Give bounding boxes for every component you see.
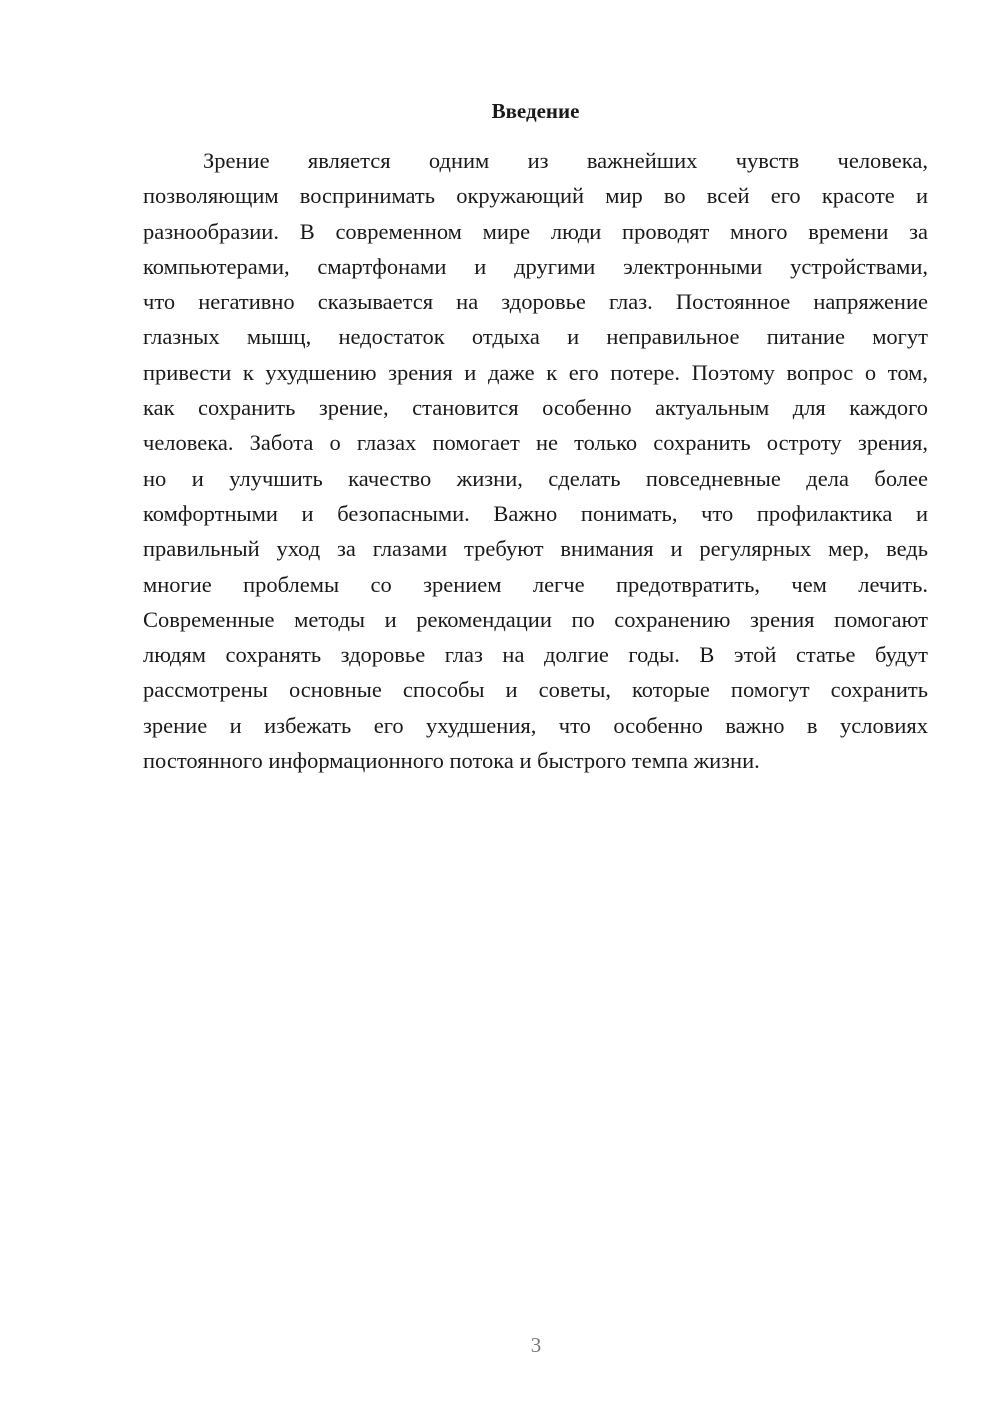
page-number: 3 bbox=[530, 1333, 542, 1357]
paragraph-line: но и улучшить качество жизни, сделать повседневные дела более bbox=[143, 465, 928, 491]
paragraph-line: позволяющим воспринимать окружающий мир во всей его красоте и bbox=[143, 183, 928, 209]
paragraph-line: постоянного информационного потока и быстрого темпа жизни. bbox=[143, 748, 760, 774]
paragraph-line: как сохранить зрение, становится особенно актуальным для каждого bbox=[143, 395, 928, 421]
section-heading: Введение bbox=[491, 99, 580, 123]
paragraph-line: Современные методы и рекомендации по сохранению зрения помогают bbox=[143, 606, 928, 632]
paragraph-line: глазных мышц, недостаток отдыха и неправильное питание могут bbox=[143, 324, 928, 350]
paragraph-line: правильный уход за глазами требуют внимания и регулярных мер, ведь bbox=[143, 536, 928, 562]
paragraph-line: привести к ухудшению зрения и даже к его потере. Поэтому вопрос о том, bbox=[143, 359, 928, 385]
paragraph-line: рассмотрены основные способы и советы, которые помогут сохранить bbox=[143, 677, 928, 703]
paragraph-line: людям сохранять здоровье глаз на долгие годы. В этой статье будут bbox=[143, 642, 928, 668]
paragraph-line: зрение и избежать его ухудшения, что особенно важно в условиях bbox=[143, 712, 928, 738]
paragraph-line: человека. Забота о глазах помогает не только сохранить остроту зрения, bbox=[143, 430, 928, 456]
paragraph-line: что негативно сказывается на здоровье глаз. Постоянное напряжение bbox=[143, 289, 928, 315]
paragraph-line: комфортными и безопасными. Важно понимать, что профилактика и bbox=[143, 500, 928, 526]
paragraph-line: разнообразии. В современном мире люди проводят много времени за bbox=[143, 218, 928, 244]
paragraph-line: Зрение является одним из важнейших чувств человека, bbox=[203, 148, 928, 173]
paragraph-line: многие проблемы со зрением легче предотвратить, чем лечить. bbox=[143, 571, 928, 597]
body-paragraph bbox=[143, 143, 928, 778]
paragraph-line: компьютерами, смартфонами и другими электронными устройствами, bbox=[143, 253, 928, 279]
